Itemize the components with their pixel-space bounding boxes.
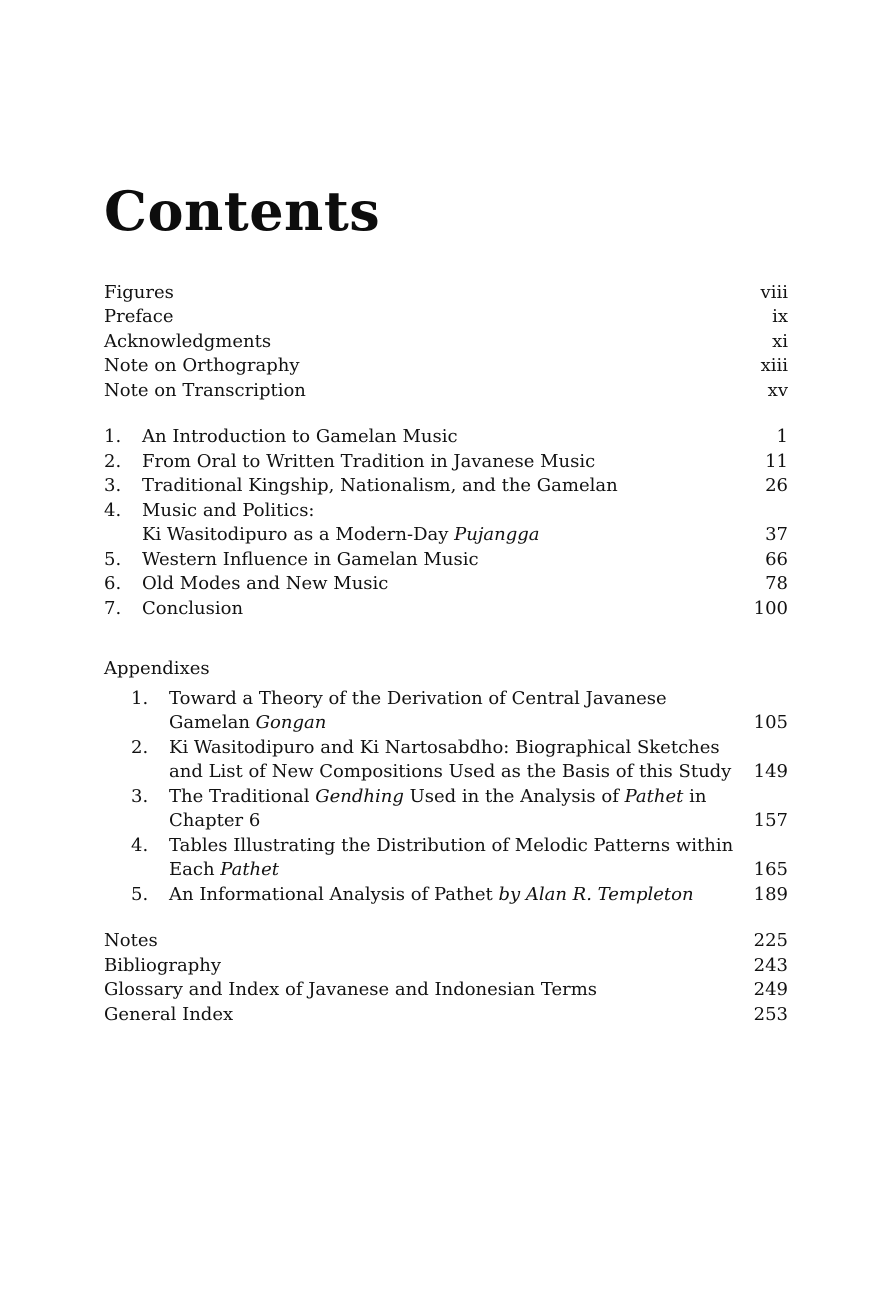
- toc-chapter-4[interactable]: [104, 498, 788, 523]
- appendix-title-text: The Traditional: [169, 786, 316, 807]
- page-title: Contents: [104, 179, 381, 243]
- toc-entry-label: Note on Orthography: [104, 355, 300, 376]
- toc-appendix-2[interactable]: [104, 735, 788, 760]
- toc-appendix-4[interactable]: [104, 833, 788, 858]
- toc-entry-orthography[interactable]: [104, 353, 788, 378]
- chapter-title: An Introduction to Gamelan Music: [142, 426, 458, 447]
- toc-entry-page: viii: [760, 282, 788, 303]
- toc-chapter-5[interactable]: [104, 547, 788, 572]
- chapter-number: 4.: [104, 500, 122, 521]
- toc-entry-acknowledgments[interactable]: [104, 329, 788, 354]
- chapter-title: Western Influence in Gamelan Music: [142, 549, 479, 570]
- toc-entry-label: Acknowledgments: [104, 331, 272, 352]
- toc-appendix-3[interactable]: [104, 784, 788, 809]
- appendix-title-cont: [169, 710, 326, 735]
- chapter-page: 11: [765, 451, 788, 472]
- chapter-page: 78: [765, 573, 788, 594]
- appendix-title-italic: Gongan: [255, 712, 327, 733]
- appendix-title-cont: [169, 857, 279, 882]
- toc-entry-page: xv: [767, 380, 788, 401]
- toc-entry-page: 253: [753, 1004, 788, 1025]
- toc-entry-page: 225: [753, 930, 788, 951]
- appendixes-heading: [104, 656, 788, 681]
- toc-entry-page: xi: [772, 331, 788, 352]
- toc-appendix-1[interactable]: [104, 686, 788, 711]
- toc-entry-label: Note on Transcription: [104, 380, 306, 401]
- appendix-page: 105: [753, 712, 788, 733]
- toc-entry-label: Preface: [104, 306, 174, 327]
- appendix-title-italic: Pathet: [220, 859, 280, 880]
- toc-entry-label: General Index: [104, 1004, 234, 1025]
- toc-entry-page: 243: [753, 955, 788, 976]
- toc-appendix-5[interactable]: [104, 882, 788, 907]
- appendix-title: [169, 784, 706, 809]
- appendix-title-text: Used in the Analysis of: [403, 786, 625, 807]
- chapter-subtitle: [142, 522, 540, 547]
- toc-entry-page: xiii: [760, 355, 788, 376]
- appendix-page: 157: [753, 810, 788, 831]
- chapter-number: 3.: [104, 475, 122, 496]
- appendix-title-cont: Chapter 6: [169, 810, 261, 831]
- chapter-page: 37: [765, 524, 788, 545]
- toc-chapter-3[interactable]: [104, 473, 788, 498]
- toc-entry-label: Figures: [104, 282, 174, 303]
- chapter-title: Old Modes and New Music: [142, 573, 389, 594]
- toc-chapter-2[interactable]: [104, 449, 788, 474]
- toc-appendix-3-cont[interactable]: [104, 808, 788, 833]
- toc-entry-glossary[interactable]: [104, 977, 788, 1002]
- toc-chapter-7[interactable]: [104, 596, 788, 621]
- appendix-page: 149: [753, 761, 788, 782]
- toc-entry-transcription[interactable]: [104, 378, 788, 403]
- chapter-page: 66: [765, 549, 788, 570]
- toc-chapter-6[interactable]: [104, 571, 788, 596]
- chapter-page: 100: [753, 598, 788, 619]
- appendix-title-text: in: [683, 786, 707, 807]
- chapter-page: 26: [765, 475, 788, 496]
- appendix-title: [169, 882, 694, 907]
- appendix-title-italic: Pathet: [624, 786, 684, 807]
- chapter-subtitle-text: Ki Wasitodipuro as a Modern-Day: [142, 524, 455, 545]
- appendix-number: 3.: [131, 786, 149, 807]
- toc-appendix-4-cont[interactable]: [104, 857, 788, 882]
- appendix-number: 4.: [131, 835, 149, 856]
- toc-appendix-1-cont[interactable]: [104, 710, 788, 735]
- appendix-title-italic: Gendhing: [315, 786, 404, 807]
- chapter-number: 1.: [104, 426, 122, 447]
- appendix-title: Toward a Theory of the Derivation of Central Javanese: [169, 688, 667, 709]
- appendix-page: 165: [753, 859, 788, 880]
- appendix-title-text: An Informational Analysis of Pathet: [169, 884, 499, 905]
- toc-entry-figures[interactable]: [104, 280, 788, 305]
- toc-entry-page: 249: [753, 979, 788, 1000]
- chapter-title: From Oral to Written Tradition in Javanese Music: [142, 451, 596, 472]
- appendix-page: 189: [753, 884, 788, 905]
- toc-entry-label: Glossary and Index of Javanese and Indonesian Terms: [104, 979, 598, 1000]
- toc-entry-label: Notes: [104, 930, 158, 951]
- appendix-title-text: Gamelan: [169, 712, 256, 733]
- appendix-title-italic: by Alan R. Templeton: [498, 884, 694, 905]
- chapter-title: Conclusion: [142, 598, 244, 619]
- toc-entry-general-index[interactable]: [104, 1002, 788, 1027]
- toc-entry-preface[interactable]: [104, 304, 788, 329]
- chapter-title: Traditional Kingship, Nationalism, and the Gamelan: [142, 475, 618, 496]
- toc-entry-page: ix: [772, 306, 788, 327]
- chapter-page: 1: [776, 426, 788, 447]
- toc-appendix-2-cont[interactable]: [104, 759, 788, 784]
- appendix-title-text: Each: [169, 859, 221, 880]
- appendix-title-cont: and List of New Compositions Used as the Basis of this Study: [169, 761, 732, 782]
- chapter-number: 5.: [104, 549, 122, 570]
- chapter-subtitle-italic: Pujangga: [454, 524, 540, 545]
- chapter-number: 7.: [104, 598, 122, 619]
- toc-chapter-4-subtitle[interactable]: [104, 522, 788, 547]
- appendix-number: 5.: [131, 884, 149, 905]
- appendix-title: Ki Wasitodipuro and Ki Nartosabdho: Biographical Sketches: [169, 737, 720, 758]
- toc-entry-label: Bibliography: [104, 955, 221, 976]
- appendix-number: 2.: [131, 737, 149, 758]
- chapter-number: 6.: [104, 573, 122, 594]
- chapter-title: Music and Politics:: [142, 500, 315, 521]
- toc-entry-notes[interactable]: [104, 928, 788, 953]
- toc-entry-bibliography[interactable]: [104, 953, 788, 978]
- chapter-number: 2.: [104, 451, 122, 472]
- appendixes-heading-label: Appendixes: [104, 658, 210, 679]
- appendix-number: 1.: [131, 688, 149, 709]
- appendix-title: Tables Illustrating the Distribution of Melodic Patterns within: [169, 835, 734, 856]
- toc-chapter-1[interactable]: [104, 424, 788, 449]
